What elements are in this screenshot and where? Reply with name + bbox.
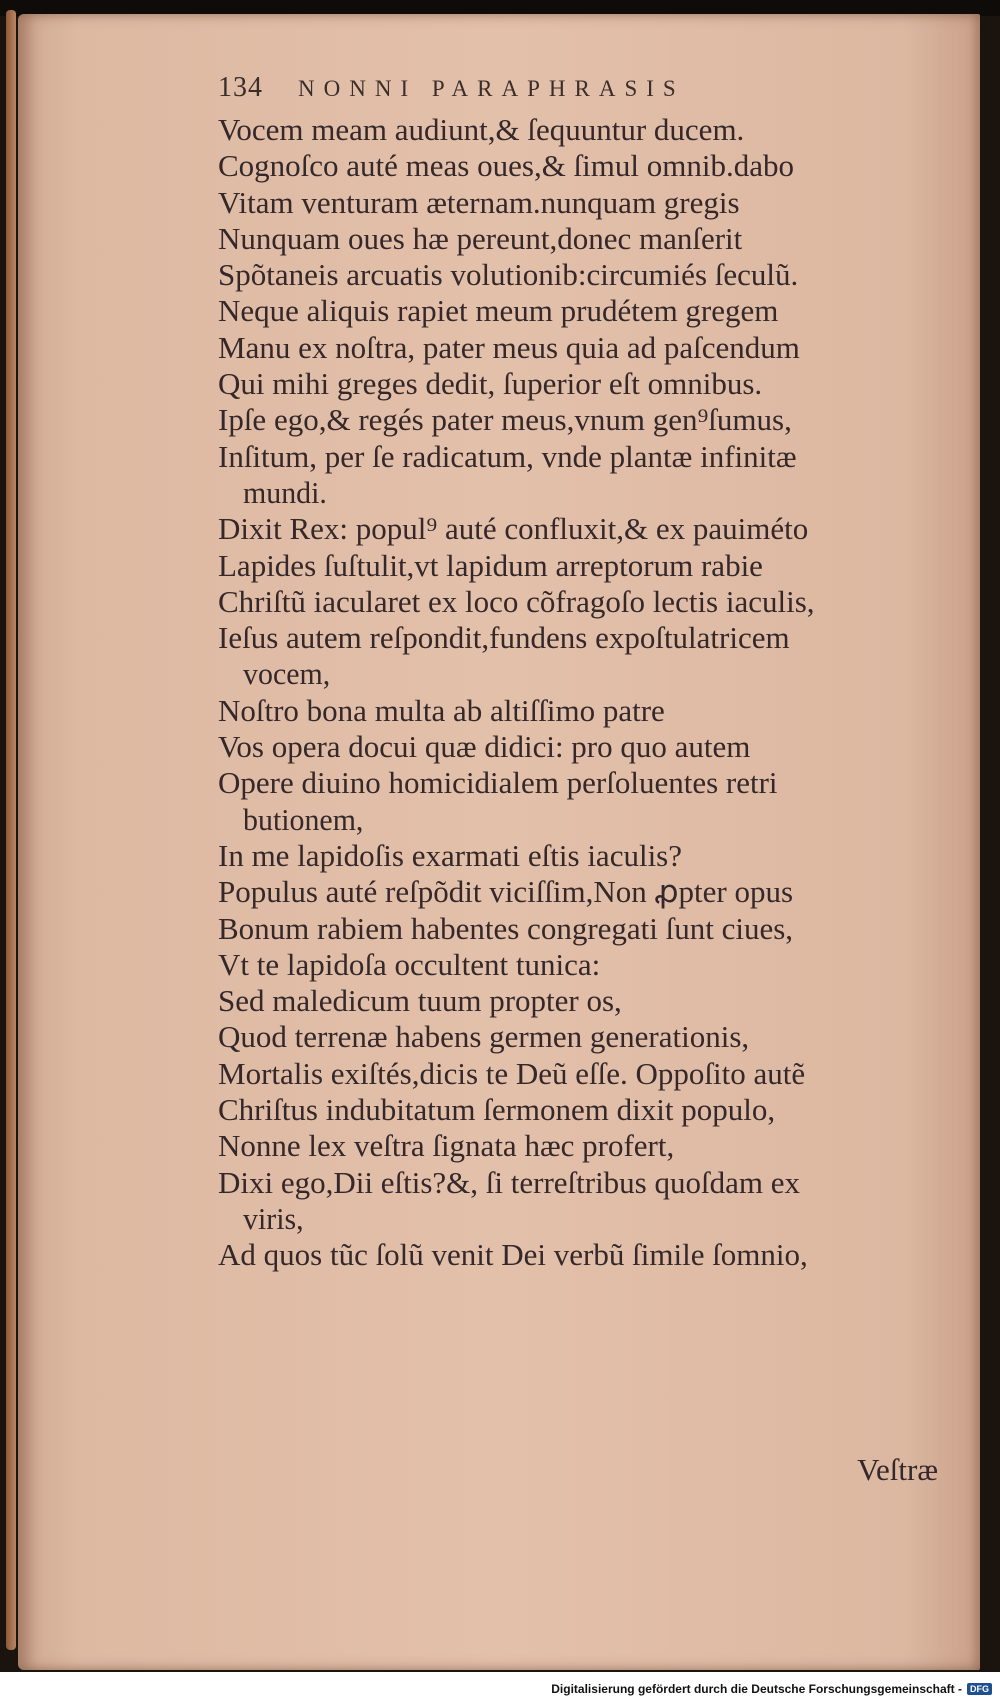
text-line: Vocem meam audiunt,& ſequuntur ducem. [218,112,745,147]
text-line: Cognoſco auté meas oues,& ſimul omnib.dabo [218,148,794,184]
text-line: Manu ex noſtra, pater meus quia ad paſcendum [218,329,800,365]
credit-text: Digitalisierung gefördert durch die Deutsche Forschungsgemeinschaft - [551,1682,962,1696]
text-line: Spõtaneis arcuatis volutionib:circumiés ſeculũ. [218,257,799,293]
text-line: Nunquam oues hæ pereunt,donec manſerit [218,220,743,256]
text-line: viris, [243,1200,304,1236]
text-line: In me lapidoſis exarmati eſtis iaculis? [218,837,683,873]
text-line: Quod terrenæ habens germen generationis, [218,1019,750,1055]
text-line: Ieſus autem reſpondit,fundens expoſtulatricem [218,620,790,656]
page-header [218,72,685,104]
text-line: Opere diuino homicidialem perſoluentes retri [218,765,778,801]
text-line: Ad quos tũc ſolũ venit Dei verbũ ſimile ſomnio, [218,1237,808,1273]
page-number: 134 [218,72,263,103]
text-line: Sed maledicum tuum propter os, [218,983,622,1019]
text-line: Ipſe ego,& regés pater meus,vnum gen⁹ſumus, [218,402,792,438]
text-line: Chriſtus indubitatum ſermonem dixit populo, [218,1092,776,1128]
text-line: Vitam venturam æternam.nunquam gregis [218,184,740,220]
digitization-credit [551,1682,992,1696]
text-line: Vt te lapidoſa occultent tunica: [218,946,601,982]
text-line: Bonum rabiem habentes congregati ſunt ciues, [218,910,794,946]
dfg-logo: DFG [967,1683,992,1695]
text-line: Lapides ſuſtulit,vt lapidum arreptorum rabie [218,547,763,583]
book-fore-edge [6,10,16,1650]
running-title: NONNI PARAPHRASIS [298,76,685,101]
text-line: Inſitum, per ſe radicatum, vnde plantæ infinitæ [218,438,797,474]
text-line: Chriſtũ iacularet ex loco cõfragoſo lectis iaculis, [218,583,815,619]
text-line: Neque aliquis rapiet meum prudétem gregem [218,293,779,329]
text-line: Populus auté reſpõdit viciſſim,Non ꝓpter opus [218,874,794,910]
text-line: Nonne lex veſtra ſignata hæc profert, [218,1128,675,1164]
text-line: Mortalis exiſtés,dicis te Deũ eſſe. Oppoſito autẽ [218,1055,806,1091]
text-line: Qui mihi greges dedit, ſuperior eſt omnibus. [218,366,763,402]
text-line: Vos opera docui quæ didici: pro quo autem [218,729,751,765]
text-line: Dixi ego,Dii eſtis?&, ſi terreſtribus quoſdam ex [218,1164,800,1200]
text-line: Dixit Rex: popul⁹ auté confluxit,& ex pauiméto [218,511,809,547]
verse-text [218,112,938,1274]
text-line: butionem, [243,801,364,837]
text-line: vocem, [243,656,331,692]
catchword: Veſtræ [857,1452,938,1487]
text-line: Noſtro bona multa ab altiſſimo patre [218,692,665,728]
text-line: mundi. [243,474,327,510]
